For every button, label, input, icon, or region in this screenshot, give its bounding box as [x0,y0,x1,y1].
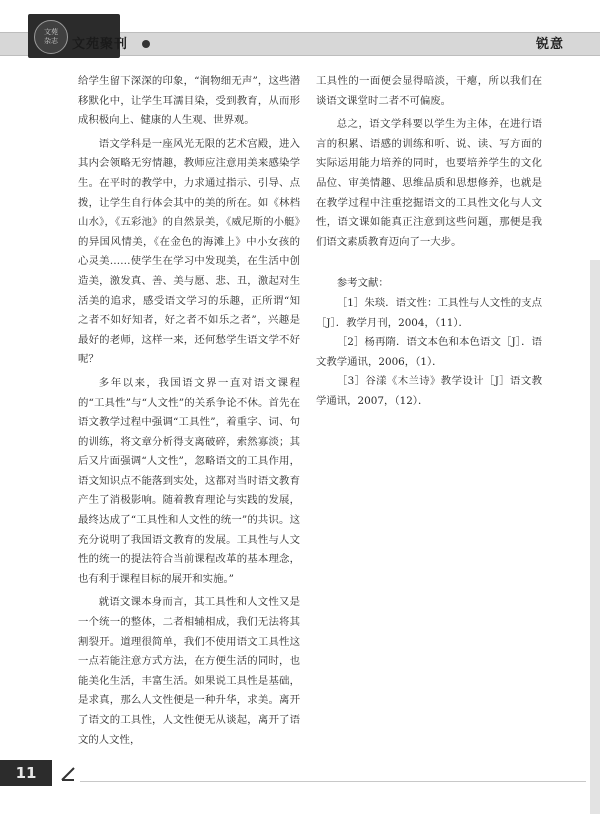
page-edge-shade [590,260,600,814]
footer-rule [80,781,586,782]
logo-seal-icon: 文苑杂志 [34,20,68,54]
paragraph: 就语文课本身而言，其工具性和人文性又是一个统一的整体，二者相辅相成，我们无法将其割裂开。道理很简单，我们不使用语文工具性这一点若能注意方式方法，在方便生活的同时，也能美化生活，丰富生活。如果说工具性是基础，是求真，那么人文性便是一种升华，求美。离开了语文的工具性，人文性便无从谈起，离开了语文的人文性， [78,596,300,746]
references [316,274,542,411]
page-number: 11 [15,764,37,782]
paragraph: 语文学科是一座风光无限的艺术宫殿，进入其内会领略无穷情趣，教师应注意用美来感染学生。在平时的教学中，力求通过指示、引导、点拨，让学生自行体会其中的美的所在。如《林档山水》，《五彩池》的自然景美，《威尼斯的小艇》的异国风情美，《在金色的海滩上》中小女孩的心灵美……使学生在学习中发现美，在生活中创造美，激发真、善、美与愿、悲、丑，激起对生活美的追求，感受语文学习的乐趣，正所谓“知之者不如好知者，好之者不如乐之者”，兴趣是最好的老师，这样一来，还何愁学生语文学不好呢？ [78,137,300,366]
left-column [78,72,300,750]
journal-title: 文苑聚刊 [72,37,129,52]
header-dot-icon [142,40,150,48]
reference-item: ［3］谷漾《木兰诗》教学设计［J］语文教学通讯，2007，（12）． [316,375,542,407]
paragraph: 工具性的一面便会显得暗淡，干瘪，所以我们在谈语文课堂时二者不可偏废。 [316,75,542,107]
paragraph: 总之，语文学科要以学生为主体，在进行语言的积累、语感的训练和听、说、读、写方面的实际运用能力培养的同时，也要培养学生的文化品位、审美情趣、思维品质和思想修养，也就是在教学过程中注重挖掘语文的工具性文化与人文性，语文课如能真正注意到这些问题，那便是我们语文素质教育迈向了一大步。 [316,118,542,248]
references-title: 参考文献： [336,277,389,290]
reference-item: ［1］朱琰．语文性：工具性与人文性的支点［J］．教学月刊，2004，（11）． [316,296,542,329]
paragraph: 多年以来，我国语文界一直对语文课程的“工具性”与“人文性”的关系争论不休。首先在语文教学过程中强调“工具性”，着重字、词、句的训练，将文章分析得支离破碎，索然寡淡；其后又片面强调“人文性”，忽略语文的工具作用，语文知识点不能落到实处，这都对当时语文教育产生了消极影响。随着教育理论与实践的发展，最终达成了“工具性和人文性的统一”的共识。这充分说明了我国语文教育的发展。工具性与人文性的统一的提法符合当前课程改革的基本理念，也有利于课程目标的展开和实施。” [78,376,300,585]
reference-item: ［2］杨再隋．语文本色和本色语文［J］．语文教学通讯，2006，（1）． [316,336,542,368]
section-label: 锐意 [535,37,564,52]
page-header [0,0,600,62]
paragraph: 给学生留下深深的印象，“润物细无声”，这些潜移默化中，让学生耳濡目染，受到教育，从而形成积极向上、健康的人生观、世界观。 [78,75,300,127]
corner-mark-icon [60,766,76,782]
right-column [316,72,542,412]
